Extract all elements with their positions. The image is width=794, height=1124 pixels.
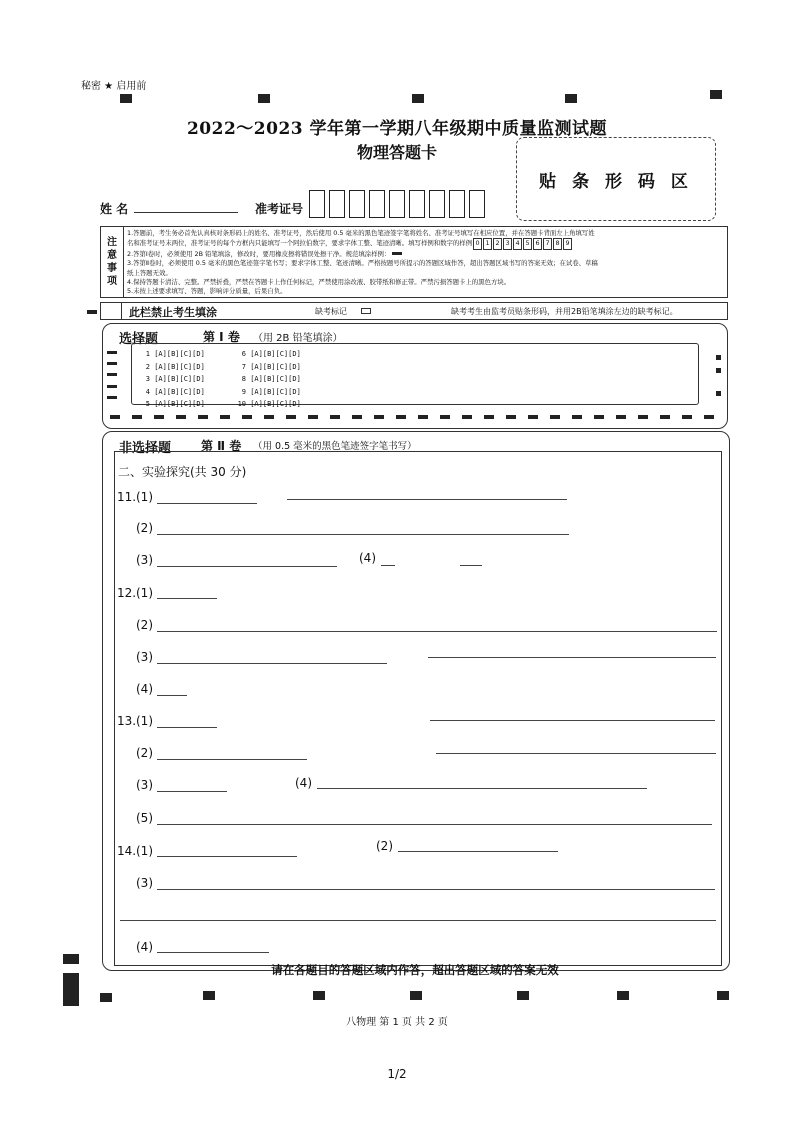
q14-part3-label: (3): [136, 876, 153, 890]
pager: 1/2: [387, 1067, 407, 1081]
note-line: 名和准考证号末两位，准考证号的每个方框内只能填写一个阿拉伯数字，要求字体工整、笔迹清晰。填写样例和数字的样例 0 1 2 3 4 5 6 7 8 9: [127, 238, 723, 249]
mcq-row[interactable]: 3 [A][B][C][D]: [145, 375, 205, 383]
side-mark: [716, 355, 721, 360]
page-info: 八物理 第 1 页 共 2 页: [346, 1017, 448, 1028]
page-title: 2022～2023 学年第一学期八年级期中质量监测试题: [186, 119, 608, 139]
note-line: 纸上答题无效。: [127, 268, 172, 277]
timing-mark: [120, 94, 132, 103]
note-line: 4.保持答题卡清洁、完整。严禁折叠，严禁在答题卡上作任何标记，严禁使用涂改液、胶带纸和修正带。严禁污损答题卡上的黑色方块。: [127, 278, 511, 287]
ban-row: [100, 302, 728, 320]
q13-part4-label: (4): [295, 776, 312, 790]
mcq-row[interactable]: 5 [A][B][C][D]: [145, 400, 205, 408]
q11-part1-line-b[interactable]: [287, 499, 567, 500]
timing-mark: [63, 954, 79, 964]
q12-part3-line[interactable]: [157, 663, 387, 664]
notes-side-label: 注 意 事 项: [101, 227, 124, 297]
q13-part5-line[interactable]: [157, 824, 712, 825]
timing-mark: [258, 94, 270, 103]
q13-part2-label: (2): [136, 746, 153, 760]
name-label: 姓 名: [100, 202, 129, 216]
answer-warning: 请在各题目的答题区域内作答，超出答题区域的答案无效: [271, 963, 559, 977]
q11-part4-label: (4): [359, 551, 376, 565]
notes-lines: [127, 229, 723, 297]
digit-box[interactable]: [409, 190, 425, 218]
q12-part1-label: (1): [136, 586, 153, 600]
q13-part2-line-b[interactable]: [436, 753, 716, 754]
mcq-row[interactable]: 9 [A][B][C][D]: [241, 387, 301, 396]
q12-part2-line[interactable]: [157, 631, 717, 632]
page-subtitle: 物理答题卡: [356, 143, 437, 162]
name-field[interactable]: [134, 212, 238, 213]
mcq-heading: 选择题: [119, 332, 159, 347]
q12-part2-label: (2): [136, 618, 153, 632]
row-mark: [107, 385, 117, 388]
note-line: 3.答第Ⅱ卷时，必须使用 0.5 毫米的黑色笔迹签字笔书写；要求字体工整、笔迹清晰。严格按题号所提示的答题区域作答，超出答题区域书写的答案无效；在试卷、草稿: [127, 259, 598, 268]
q12-part4-line[interactable]: [157, 695, 187, 696]
q12-part3-label: (3): [136, 650, 153, 664]
timing-mark: [617, 991, 629, 1000]
fill-sample-mark: [392, 252, 402, 255]
timing-mark: [710, 90, 722, 99]
digit-box[interactable]: [449, 190, 465, 218]
q14-part3-line-b[interactable]: [120, 920, 716, 921]
q14-part1-label: (1): [136, 844, 153, 858]
mcq-row[interactable]: 6 [A][B][C][D]: [241, 350, 301, 358]
q13-part1-label: (1): [136, 714, 153, 728]
note-line: 2.答第Ⅰ卷时，必须使用 2B 铅笔填涂，修改时，要用橡皮擦将错误处擦干净。规范填涂样例：: [127, 250, 723, 259]
mcq-row[interactable]: 2 [A][B][C][D]: [145, 362, 205, 371]
timing-mark: [517, 991, 529, 1000]
timing-mark: [410, 991, 422, 1000]
q14-part2-label: (2): [376, 839, 393, 853]
q11-part2-label: (2): [136, 521, 153, 535]
section-title: 二、实验探究(共 30 分): [118, 465, 247, 479]
row-mark: [107, 396, 117, 399]
row-mark: [107, 351, 117, 354]
written-instr: （用 0.5 毫米的黑色笔迹签字笔书写）: [253, 441, 417, 452]
mcq-col-right: [232, 348, 301, 411]
digit-box[interactable]: [369, 190, 385, 218]
note-line: 1.答题前，考生务必首先认真核对条形码上的姓名、准考证号，然后使用 0.5 毫米的黑色笔迹签字笔将姓名、准考证号填写在相应位置，并在答题卡背面左上角填写姓: [127, 229, 595, 237]
absent-label: 缺考标记: [315, 307, 347, 316]
q13-part4-line[interactable]: [317, 788, 647, 789]
q12-part1-line[interactable]: [157, 598, 217, 599]
timing-mark: [717, 991, 729, 1000]
mcq-row[interactable]: 1 [A][B][C][D]: [145, 350, 205, 358]
q11-part3-line[interactable]: [157, 566, 337, 567]
exam-number-label: 准考证号: [255, 202, 304, 216]
barcode-label: 贴 条 形 码 区: [539, 171, 693, 192]
timing-mark: [203, 991, 215, 1000]
q14-part2-line[interactable]: [398, 851, 558, 852]
written-heading: 非选择题: [119, 441, 172, 456]
q11-part3-label: (3): [136, 553, 153, 567]
q12-part4-label: (4): [136, 682, 153, 696]
mcq-grid: [131, 343, 699, 408]
q12-number: 12.: [117, 586, 137, 600]
written-part: 第 Ⅱ 卷: [201, 439, 242, 453]
absent-checkbox[interactable]: [361, 308, 371, 314]
notes-box: [100, 226, 728, 298]
secret-label: 秘密 ★ 启用前: [81, 81, 147, 92]
mcq-col-left: [138, 348, 205, 411]
q14-part4-label: (4): [136, 940, 153, 954]
mcq-row[interactable]: 7 [A][B][C][D]: [241, 362, 301, 371]
digit-box[interactable]: [389, 190, 405, 218]
column-marks: [110, 415, 720, 419]
q11-part1-line[interactable]: [157, 503, 257, 504]
q14-number: 14.: [117, 844, 137, 858]
q13-part3-line[interactable]: [157, 791, 227, 792]
q11-part4-line[interactable]: [381, 565, 395, 566]
timing-mark: [313, 991, 325, 1000]
q13-part1-line-b[interactable]: [430, 720, 715, 721]
q14-part4-line[interactable]: [157, 952, 269, 953]
q11-part4-line-b[interactable]: [460, 565, 482, 566]
timing-mark: [100, 993, 112, 1002]
ban-side-cell: [101, 303, 122, 319]
side-mark: [716, 368, 721, 373]
q12-part3-line-b[interactable]: [428, 657, 716, 658]
q13-part5-label: (5): [136, 811, 153, 825]
q13-part1-line[interactable]: [157, 727, 217, 728]
mcq-part: 第 Ⅰ 卷: [203, 330, 240, 344]
side-mark: [716, 391, 721, 396]
mcq-row[interactable]: 4 [A][B][C][D]: [145, 387, 205, 396]
digit-box[interactable]: [469, 190, 485, 218]
q14-part1-line[interactable]: [157, 856, 297, 857]
mcq-row[interactable]: 8 [A][B][C][D]: [241, 375, 301, 383]
q14-part3-line[interactable]: [157, 889, 715, 890]
q11-part1-label: (1): [136, 490, 153, 504]
ban-text: 此栏禁止考生填涂: [129, 306, 217, 319]
digit-sample: 0 1 2 3 4 5 6 7 8 9: [472, 239, 572, 247]
row-mark: [107, 373, 117, 376]
side-mark: [87, 310, 97, 314]
absent-note: 缺考考生由监考员贴条形码，并用2B铅笔填涂左边的缺考标记。: [451, 307, 678, 316]
row-mark: [107, 362, 117, 365]
barcode-area: [516, 137, 716, 221]
digit-box[interactable]: [429, 190, 445, 218]
digit-box[interactable]: [309, 190, 325, 218]
timing-mark: [63, 973, 79, 1006]
digit-box[interactable]: [349, 190, 365, 218]
q13-part3-label: (3): [136, 778, 153, 792]
mcq-instr: （用 2B 铅笔填涂）: [253, 333, 343, 344]
mcq-row[interactable]: 10 [A][B][C][D]: [237, 400, 301, 408]
digit-box[interactable]: [329, 190, 345, 218]
q13-number: 13.: [117, 714, 137, 728]
timing-mark: [565, 94, 577, 103]
timing-mark: [412, 94, 424, 103]
q11-part2-line[interactable]: [157, 534, 569, 535]
exam-number-boxes[interactable]: [309, 190, 489, 218]
q11-number: 11.: [117, 490, 137, 504]
q13-part2-line[interactable]: [157, 759, 307, 760]
note-line: 5.未按上述要求填写、答题，影响评分质量，后果自负。: [127, 287, 287, 296]
